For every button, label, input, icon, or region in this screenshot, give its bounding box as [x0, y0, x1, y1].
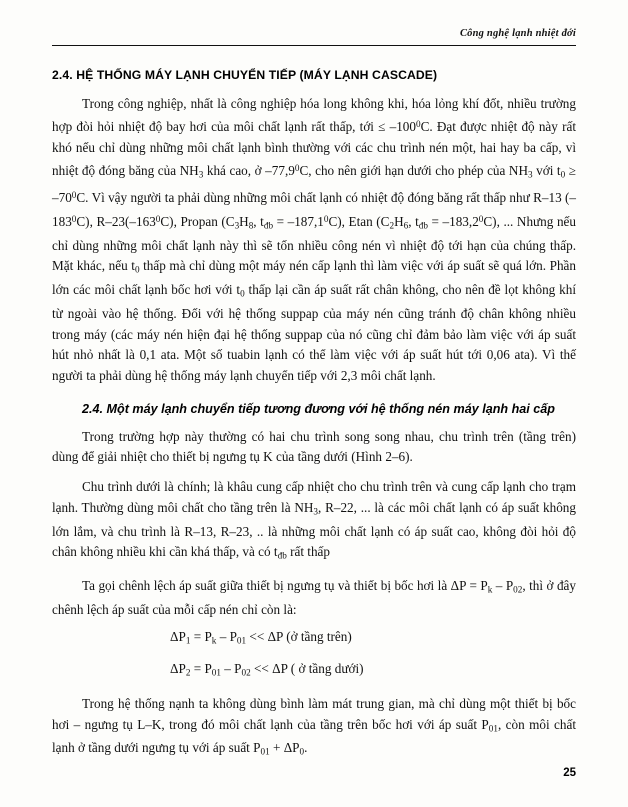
paragraph-spacer-2	[52, 567, 576, 576]
paragraph-spacer	[52, 468, 576, 477]
paragraph-2: Trong trường hợp này thường có hai chu trình song song nhau, chu trình trên (tầng trên) dùng để giải nhiệt cho thiết bị ngưng tụ K của tầng dưới (Hình 2–6).	[52, 429, 576, 465]
paragraph-intro: Trong công nghiệp, nhất là công nghiệp hóa long không khi, hóa lỏng khí đốt, nhiều trường hợp đòi hỏi nhiệt độ bay hơi của môi chất lạnh rất thấp, tới ≤ $-100^0C$. Đạt được nhiệt độ này rất khó nếu chỉ dùng những môi chất lạnh bình thường với các chu trình nén một, hai hay ba cấp, vì nhiệt độ đóng băng của $NH_3$ khá cao, ở –77,9$^0$C, cho nên giới hạn dưới cho phép của $NH_3$ với $t_0 \ge -70^0C$. Vì vậy người ta phải dùng những môi chất lạnh có nhiệt độ đóng băng rất thấp như R–13 $(-183^0C)$, $R-23(-163^0C)$, Propan ($C_3H_8$, $t_{đb} = -187,1^0C$), Etan ($C_2H_6$, $t_{đb} = -183,2^0C$), ... Nhưng nếu chỉ dùng những môi chất lạnh này thì sẽ tốn nhiều công nén vì nhiệt độ tới hạn của chúng thấp. Mặt khác, nếu $t_0$ thấp mà chỉ dùng một máy nén cấp lạnh thì làm việc với áp suất sẽ quá lớn. Phần lớn các môi chất lạnh bốc hơi với $t_0$ thấp lại cần áp suất rất chân không, cho nên đề lọt không khí từ ngoài vào hệ thống. Đối với hệ thống suppap của máy nén cũng tránh độ chân không nhiều trong máy (các máy nén hiện đại hệ thống suppap của nó cũng chỉ đảm bảo làm việc với áp suất hút nhỏ nhất là 0,1 ata. Một số tuabin lạnh có thể làm việc với áp suất hút tới 0,06 ata). Vì thế người ta phải dùng hệ thống máy lạnh chuyển tiếp với 2,3 môi chất lạnh.	[52, 96, 576, 383]
header-divider	[52, 45, 576, 46]
paragraph-5: Trong hệ thống nạnh ta không dùng bình làm mát trung gian, mà chỉ dùng một thiết bị bốc hơi – ngưng tụ L–K, trong đó môi chất lạnh của tầng trên bốc hơi với áp suất $P_{01}$, còn môi chất lạnh ở tầng dưới ngưng tụ với áp suất $P_{01} + \Delta P_0$.	[52, 696, 576, 758]
paragraph-4: Ta gọi chênh lệch áp suất giữa thiết bị ngưng tụ và thiết bị bốc hơi là $\Delta P = P_k - P_{02}$, thì ở đây chênh lệch áp suất của mỗi cấp nén chỉ còn là:	[52, 577, 577, 617]
paragraph-spacer-3	[52, 685, 576, 694]
page-content	[52, 58, 576, 763]
section-heading: 2.4. HỆ THỐNG MÁY LẠNH CHUYỂN TIẾP (MÁY LẠNH CASCADE)	[52, 68, 438, 82]
equation-1: $\Delta P_1 = P_k - P_{01} << \Delta P$ (ở tầng trên)	[170, 628, 352, 646]
subsection-heading: 2.4. Một máy lạnh chuyển tiếp tương đương với hệ thống nén máy lạnh hai cấp	[82, 402, 555, 417]
paragraph-3: Chu trình dưới là chính; là khâu cung cấp nhiệt cho chu trình trên và cung cấp lạnh cho trạm lạnh. Thường dùng môi chất cho tầng trên là $NH_3$, R–22, ... là các môi chất lạnh có áp suất không lớn lắm, và chu trình là R–13, R–23, .. là những môi chất lạnh có áp suất cao, không đòi hỏi độ chân không nhiều khi cần khá thấp, và có $t_{đb}$ rất thấp	[52, 479, 576, 561]
running-header: Công nghệ lạnh nhiệt đới	[459, 28, 576, 39]
page-number: 25	[563, 767, 576, 779]
equation-2: $\Delta P_2 = P_{01} - P_{02} << \Delta P$ ( ở tầng dưới)	[170, 660, 364, 678]
